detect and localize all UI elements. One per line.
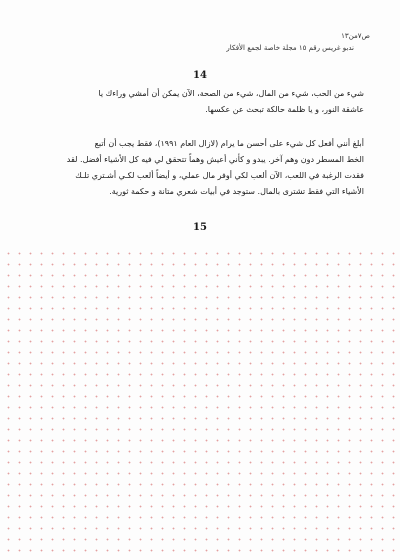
text-line: أبلغ أنني أفعل كل شيء على أحسن ما يرام (لازال العام ١٩٩١)، فقط يجب أن أتبع	[94, 139, 364, 148]
paragraph-body	[48, 136, 364, 200]
text-line: عاشقة النور، و يا ظلمة حالكة تبحث عن عكسها.	[205, 105, 364, 114]
section-number-15: 15	[193, 222, 207, 233]
text-line: الخط المسطر دون وهم آخر. يبدو و كأني أعيش وهماً تتحقق لي فيه كل الأشياء أفضل. لقد	[66, 155, 364, 164]
text-line: فقدت الرغبة في اللعب، الآن ألعب لكي أوفر مال عملي، و أيضاً ألعب لكـي أشـتري تلـك	[75, 171, 364, 180]
text-line: شيء من الحب، شيء من المال، شيء من الصحة، الآن يمكن أن أمشي وراءك يا	[98, 89, 364, 98]
paragraph-14	[48, 86, 364, 118]
dotted-background	[0, 246, 400, 560]
section-number-14: 14	[193, 70, 207, 81]
journal-title: ندبو غريس رقم ١٥ مجلة خاصة لجمع الأفكار	[226, 44, 354, 52]
page-number: ص٧من١٣	[341, 32, 370, 40]
text-line: الأشياء التي فقط تشترى بالمال. ستوجد في أبيات شعري متانة و حكمة ثورية.	[109, 187, 364, 196]
